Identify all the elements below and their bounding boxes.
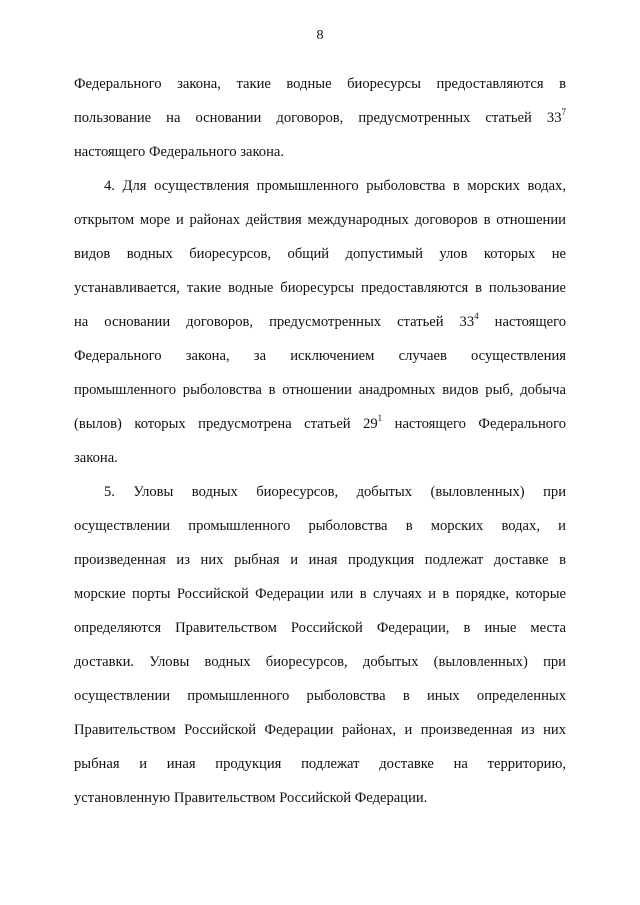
paragraph-4 (74, 169, 566, 475)
text-line: Правительством Российской Федерации районах, и произведенная из них (74, 722, 566, 738)
document-body (74, 67, 566, 815)
text-line: доставки. Уловы водных биоресурсов, добытых (выловленных) при (74, 654, 566, 670)
superscript: 7 (561, 107, 566, 117)
text-line: 5. Уловы водных биоресурсов, добытых (выловленных) при (104, 484, 566, 500)
text-line: на основании договоров, предусмотренных статьей $33^4$ настоящего (74, 311, 566, 330)
paragraph-5 (74, 475, 566, 815)
text-line: пользование на основании договоров, предусмотренных статьей $33^7$ (74, 107, 566, 126)
text-line: видов водных биоресурсов, общий допустимый улов которых не (74, 246, 566, 262)
text-line: рыбная и иная продукция подлежат доставке на территорию, (74, 756, 566, 772)
text-line: открытом море и районах действия международных договоров в отношении (74, 212, 566, 228)
superscript: 4 (474, 311, 479, 321)
text-line: промышленного рыболовства в отношении анадромных видов рыб, добыча (74, 382, 566, 398)
text-line: определяются Правительством Российской Федерации, в иные места (74, 620, 566, 636)
text-line: Федерального закона, за исключением случаев осуществления (74, 348, 566, 364)
paragraph-continuation (74, 67, 566, 169)
text-line: осуществлении промышленного рыболовства в иных определенных (74, 688, 566, 704)
text-line: закона. (74, 450, 118, 466)
text-line: морские порты Российской Федерации или в случаях и в порядке, которые (74, 586, 566, 602)
text-line: осуществлении промышленного рыболовства в морских водах, и (74, 518, 566, 534)
text-line: Федерального закона, такие водные биоресурсы предоставляются в (74, 76, 566, 92)
text-line: настоящего Федерального закона. (74, 144, 285, 160)
text-line: произведенная из них рыбная и иная продукция подлежат доставке в (74, 552, 566, 568)
text-line: 4. Для осуществления промышленного рыболовства в морских водах, (104, 178, 566, 194)
text-line: устанавливается, такие водные биоресурсы предоставляются в пользование (74, 280, 566, 296)
text-line: (вылов) которых предусмотрена статьей $29^1$ настоящего Федерального (74, 413, 566, 432)
superscript: 1 (377, 413, 383, 423)
page-number: 8 (316, 28, 324, 43)
text-line: установленную Правительством Российской Федерации. (74, 790, 428, 806)
